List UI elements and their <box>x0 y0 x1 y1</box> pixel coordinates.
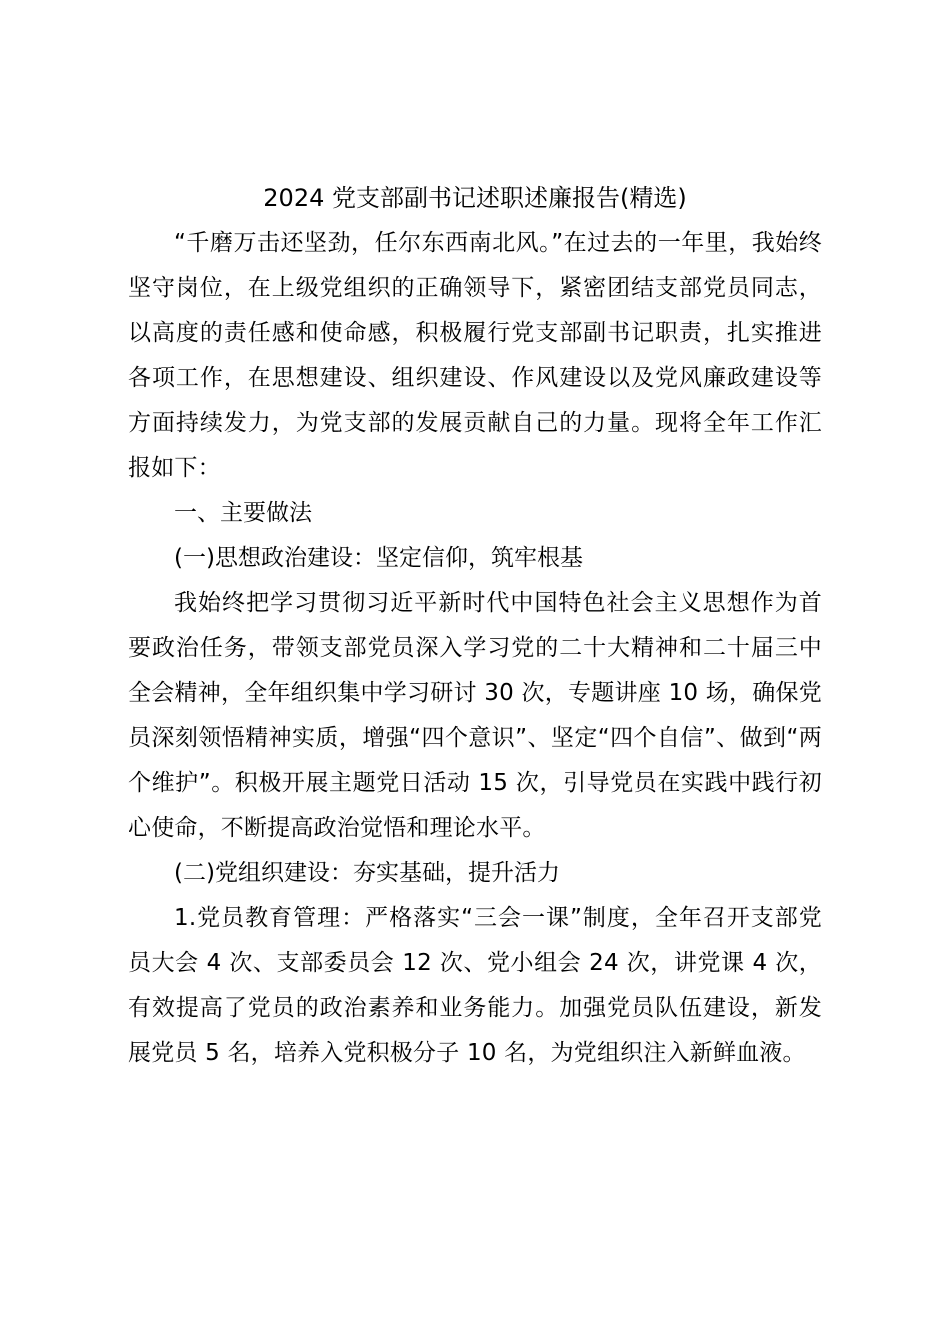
document-title: 2024 党支部副书记述职述廉报告(精选) <box>263 184 687 212</box>
document-body <box>128 176 822 1076</box>
subsection-heading-ideological: (一)思想政治建设：坚定信仰，筑牢根基 <box>174 545 583 571</box>
section-heading-main-practices: 一、主要做法 <box>174 500 312 526</box>
subsection-heading-organization: (二)党组织建设：夯实基础，提升活力 <box>174 860 560 886</box>
intro-paragraph: “千磨万击还坚劲，任尔东西南北风。”在过去的一年里，我始终坚守岗位，在上级党组织的正确领导下，紧密团结支部党员同志，以高度的责任感和使命感，积极履行党支部副书记职责，扎实推进各项工作，在思想建设、组织建设、作风建设以及党风廉政建设等方面持续发力，为党支部的发展贡献自己的力量。现将全年工作汇报如下： <box>128 230 822 481</box>
member-education-paragraph: 1.党员教育管理：严格落实“三会一课”制度，全年召开支部党员大会 4 次、支部委员会 12 次、党小组会 24 次，讲党课 4 次，有效提高了党员的政治素养和业务能力。加强党员队伍建设，新发展党员 5 名，培养入党积极分子 10 名，为党组织注入新鲜血液。 <box>128 905 822 1066</box>
ideological-paragraph: 我始终把学习贯彻习近平新时代中国特色社会主义思想作为首要政治任务，带领支部党员深入学习党的二十大精神和二十届三中全会精神，全年组织集中学习研讨 30 次，专题讲座 10 场，确保党员深刻领悟精神实质，增强“四个意识”、坚定“四个自信”、做到“两个维护”。积极开展主题党日活动 15 次，引导党员在实践中践行初心使命，不断提高政治觉悟和理论水平。 <box>128 590 822 841</box>
